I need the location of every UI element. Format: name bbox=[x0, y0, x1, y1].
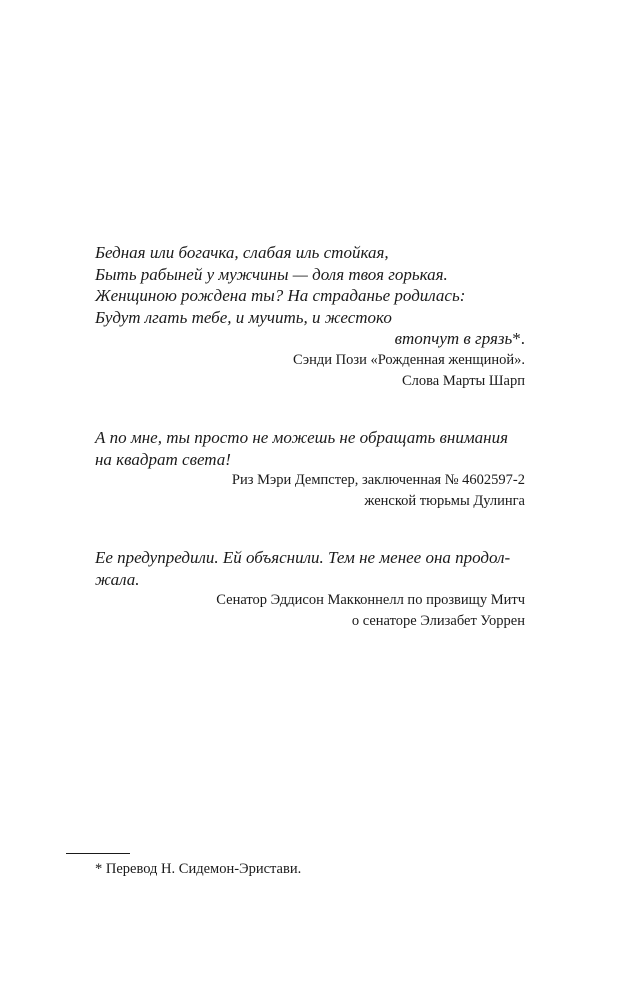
poem-last-line-text: втопчут в грязь bbox=[394, 329, 513, 348]
quote-line: А по мне, ты просто не можешь не обращать внимания bbox=[95, 428, 509, 447]
epigraph-quote-mcconnell bbox=[95, 547, 525, 632]
attribution-line: Сэнди Пози «Рожденная женщиной». bbox=[293, 351, 525, 368]
poem-line: Женщиною рождена ты? На страданье родилась: bbox=[95, 286, 466, 305]
quote-line: Ее предупредили. Ей объяснили. Тем не менее она продол- bbox=[95, 548, 511, 567]
footnote-mark: *. bbox=[512, 329, 525, 348]
poem-last-line bbox=[95, 328, 525, 350]
footnote-divider bbox=[66, 853, 130, 854]
attribution-line: о сенаторе Элизабет Уоррен bbox=[351, 613, 525, 629]
attribution-line: Сенатор Эддисон Макконнелл по прозвищу Митч bbox=[216, 592, 525, 608]
quote-line: жала. bbox=[95, 569, 140, 589]
poem-line: Быть рабыней у мужчины — доля твоя горькая. bbox=[95, 264, 448, 284]
epigraph-poem bbox=[95, 242, 525, 392]
attribution-line: женской тюрьмы Дулинга bbox=[364, 493, 525, 509]
poem-line: Бедная или богачка, слабая иль стойкая, bbox=[95, 243, 389, 262]
footnote-text: * Перевод Н. Сидемон-Эристави. bbox=[95, 861, 302, 877]
poem-line: Будут лгать тебе, и мучить, и жестоко bbox=[95, 307, 392, 327]
attribution-line: Риз Мэри Демпстер, заключенная № 4602597-2 bbox=[231, 472, 525, 488]
quote-line: на квадрат света! bbox=[95, 449, 231, 469]
attribution-line: Слова Марты Шарп bbox=[401, 372, 525, 389]
epigraph-quote-dempster bbox=[95, 427, 525, 512]
